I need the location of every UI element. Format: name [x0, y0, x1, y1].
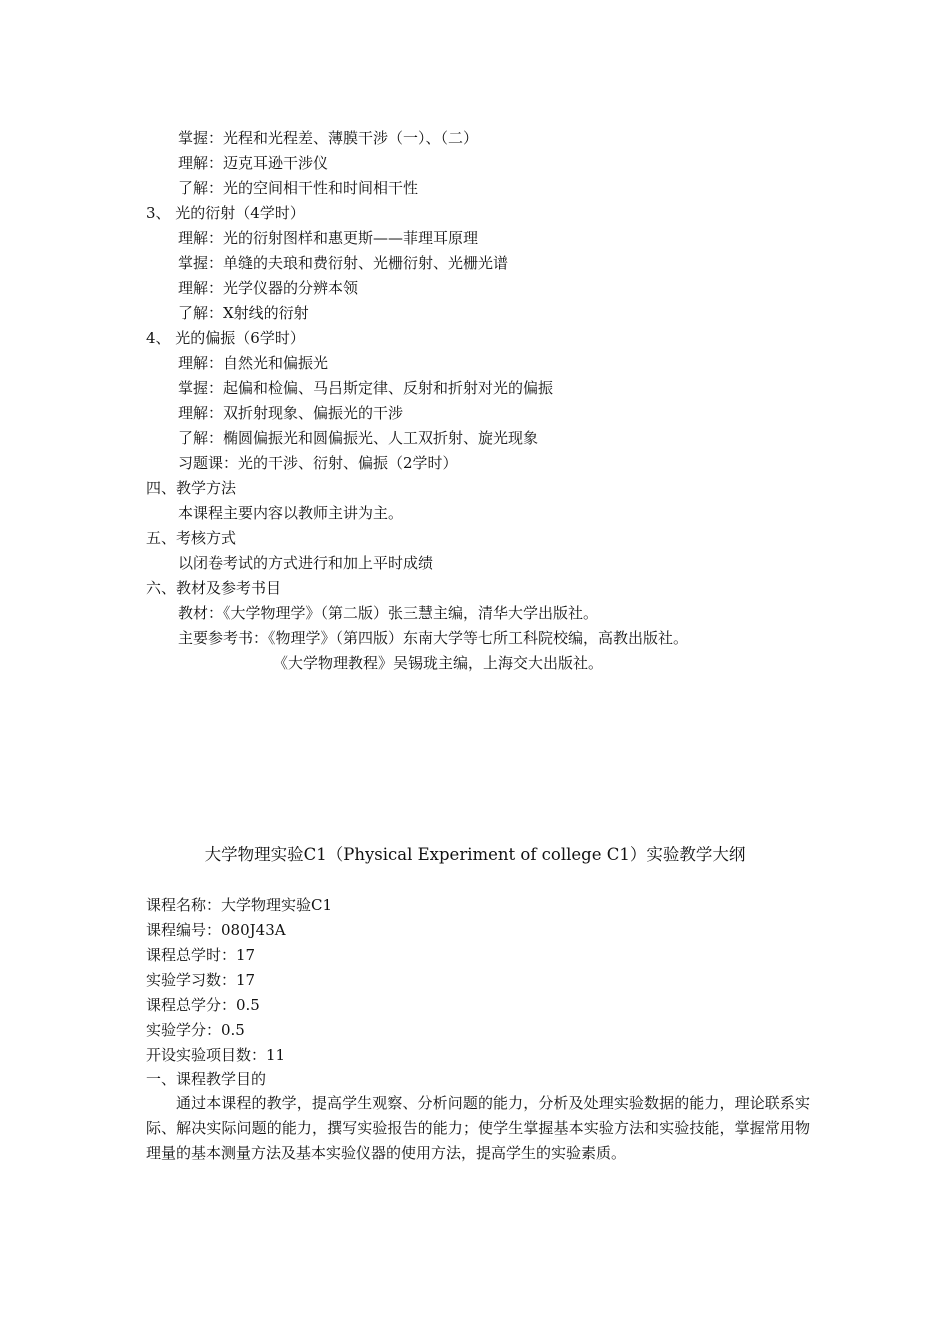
diffraction-item: 理解：光学仪器的分辨本领: [178, 279, 359, 297]
exercise-class-item: 习题课：光的干涉、衍射、偏振（2学时）: [178, 454, 458, 472]
teaching-method-text: 本课程主要内容以教师主讲为主。: [178, 504, 404, 522]
section-heading-assessment: 五、考核方式: [146, 529, 237, 547]
course-info-line: 课程总学时：17: [146, 946, 256, 964]
reference-book-text: 《大学物理教程》吴锡珑主编，上海交大出版社。: [273, 654, 604, 672]
course-info-line: 课程总学分：0.5: [146, 996, 260, 1014]
diffraction-item: 了解：X射线的衍射: [178, 304, 309, 322]
section-heading-objective: 一、课程教学目的: [146, 1070, 267, 1088]
reference-book-text: 主要参考书：《物理学》（第四版）东南大学等七所工科院校编，高教出版社。: [178, 629, 689, 647]
section-heading-polarization: 4、 光的偏振（6学时）: [146, 329, 305, 347]
diffraction-item: 掌握：单缝的夫琅和费衍射、光栅衍射、光栅光谱: [178, 254, 509, 272]
interference-item: 掌握：光程和光程差、薄膜干涉（一）、（二）: [178, 129, 479, 147]
course-info-line: 课程编号：080J43A: [146, 921, 286, 939]
section-heading-textbooks: 六、教材及参考书目: [146, 579, 282, 597]
diffraction-item: 理解：光的衍射图样和惠更斯——菲理耳原理: [178, 229, 479, 247]
textbook-text: 教材：《大学物理学》（第二版）张三慧主编，清华大学出版社。: [178, 604, 599, 622]
section-heading-diffraction: 3、 光的衍射（4学时）: [146, 204, 305, 222]
objective-paragraph: 通过本课程的教学，提高学生观察、分析问题的能力，分析及处理实验数据的能力，理论联系实际、解决实际问题的能力，撰写实验报告的能力；使学生掌握基本实验方法和实验技能，掌握常用物理量的基本测量方法及基本实验仪器的使用方法，提高学生的实验素质。: [146, 1094, 810, 1162]
course-info-line: 实验学习数：17: [146, 971, 256, 989]
syllabus-title: 大学物理实验C1（Physical Experiment of college C1）实验教学大纲: [204, 845, 746, 864]
polarization-item: 理解：自然光和偏振光: [178, 354, 329, 372]
assessment-text: 以闭卷考试的方式进行和加上平时成绩: [178, 554, 434, 572]
polarization-item: 理解：双折射现象、偏振光的干涉: [178, 404, 404, 422]
course-info-line: 实验学分：0.5: [146, 1021, 245, 1039]
course-info-line: 开设实验项目数：11: [146, 1046, 286, 1064]
interference-item: 理解：迈克耳逊干涉仪: [178, 154, 329, 172]
section-heading-teaching-method: 四、教学方法: [146, 479, 237, 497]
polarization-item: 掌握：起偏和检偏、马吕斯定律、反射和折射对光的偏振: [178, 379, 554, 397]
course-info-line: 课程名称：大学物理实验C1: [146, 896, 333, 914]
interference-item: 了解：光的空间相干性和时间相干性: [178, 179, 419, 197]
polarization-item: 了解：椭圆偏振光和圆偏振光、人工双折射、旋光现象: [178, 429, 539, 447]
